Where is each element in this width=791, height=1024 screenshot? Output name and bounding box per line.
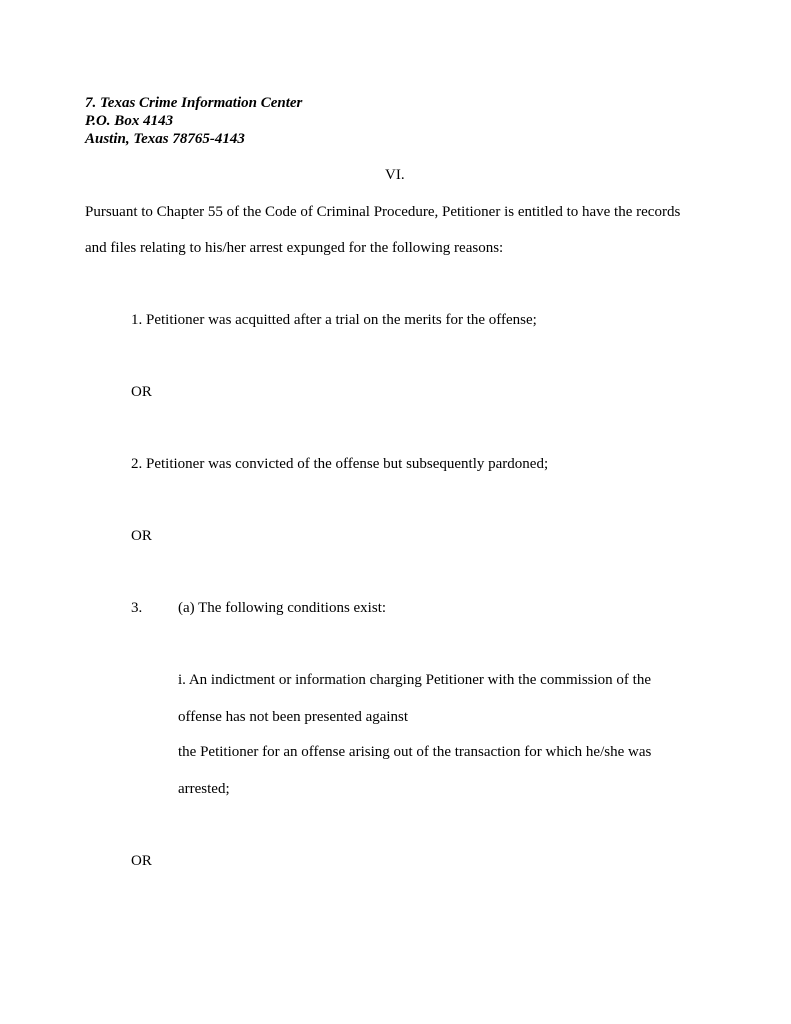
address-line-3: Austin, Texas 78765-4143 bbox=[85, 131, 245, 147]
condition-i-line-2: offense has not been presented against bbox=[178, 709, 409, 725]
reason-3-text: (a) The following conditions exist: bbox=[178, 600, 387, 616]
or-separator-2: OR bbox=[131, 528, 152, 544]
condition-i-line-4: arrested; bbox=[178, 781, 230, 797]
intro-paragraph-line-1: Pursuant to Chapter 55 of the Code of Criminal Procedure, Petitioner is entitled to have the records bbox=[85, 204, 681, 220]
address-line-2: P.O. Box 4143 bbox=[85, 113, 174, 129]
reason-1: 1. Petitioner was acquitted after a trial on the merits for the offense; bbox=[131, 312, 537, 328]
or-separator-1: OR bbox=[131, 384, 152, 400]
condition-i-line-1: i. An indictment or information charging Petitioner with the commission of the bbox=[178, 672, 651, 688]
address-line-1: 7. Texas Crime Information Center bbox=[85, 95, 303, 111]
reason-3-number: 3. bbox=[131, 600, 143, 616]
intro-paragraph-line-2: and files relating to his/her arrest expunged for the following reasons: bbox=[85, 240, 504, 256]
section-heading: VI. bbox=[385, 167, 405, 183]
reason-2: 2. Petitioner was convicted of the offense but subsequently pardoned; bbox=[131, 456, 549, 472]
or-separator-3: OR bbox=[131, 853, 152, 869]
condition-i-line-3: the Petitioner for an offense arising out of the transaction for which he/she was bbox=[178, 744, 652, 760]
